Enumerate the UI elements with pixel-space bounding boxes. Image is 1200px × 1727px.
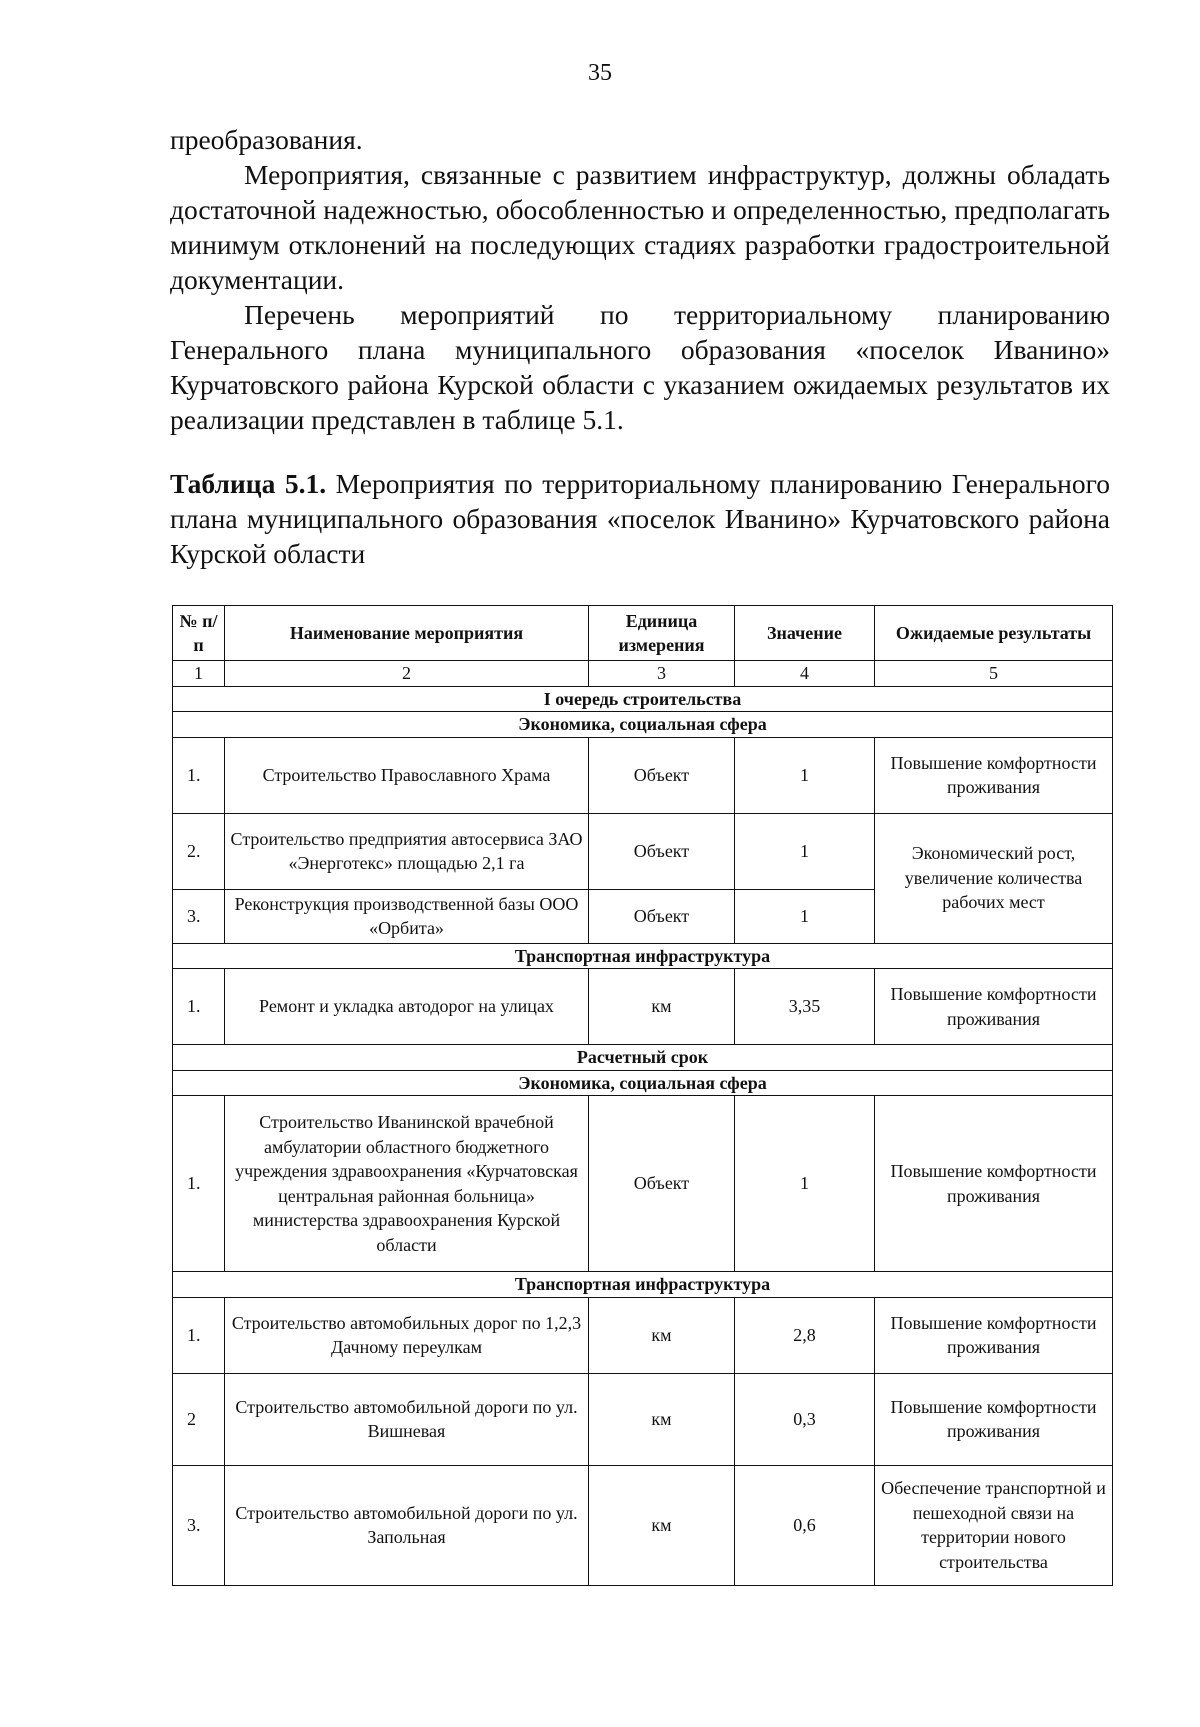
column-numbers-row	[173, 661, 1113, 687]
row-result: Повышение комфортности проживания	[875, 737, 1113, 813]
row-number: 1.	[173, 1297, 225, 1373]
row-number: 2	[173, 1373, 225, 1465]
row-result: Повышение комфортности проживания	[875, 1373, 1113, 1465]
row-value: 1	[735, 889, 875, 943]
column-number: 4	[735, 661, 875, 687]
measures-table	[172, 605, 1113, 1586]
table-row	[173, 1373, 1113, 1465]
row-value: 0,3	[735, 1373, 875, 1465]
table-row	[173, 1465, 1113, 1585]
row-number: 3.	[173, 1465, 225, 1585]
table-row	[173, 1096, 1113, 1272]
row-number: 2.	[173, 813, 225, 889]
table-header-row	[173, 606, 1113, 661]
intro-paragraph-2: Мероприятия, связанные с развитием инфраструктур, должны обладать достаточной надежностью, обособленностью и определенностью, предполагать минимум отклонений на последующих стадиях разработки градостроительной документации.	[170, 159, 1110, 295]
table-row	[173, 813, 1113, 889]
intro-text	[170, 122, 1110, 437]
row-result-shared: Экономический рост, увеличение количества рабочих мест	[875, 813, 1113, 943]
stage-row	[173, 686, 1113, 712]
category-row	[173, 712, 1113, 738]
row-value: 1	[735, 737, 875, 813]
category-row	[173, 1272, 1113, 1298]
stage-title: Расчетный срок	[173, 1045, 1113, 1071]
row-unit: км	[589, 1297, 735, 1373]
row-value: 0,6	[735, 1465, 875, 1585]
row-unit: Объект	[589, 1096, 735, 1272]
table-row	[173, 737, 1113, 813]
intro-paragraph-3: Перечень мероприятий по территориальному планированию Генерального плана муниципального образования «поселок Иванино» Курчатовского района Курской области с указанием ожидаемых результатов их реализации представлен в таблице 5.1.	[170, 299, 1110, 435]
header-number: № п/п	[173, 606, 225, 661]
row-unit: Объект	[589, 889, 735, 943]
header-name: Наименование мероприятия	[225, 606, 589, 661]
row-unit: км	[589, 1373, 735, 1465]
table-caption-text: Мероприятия по территориальному планированию Генерального плана муниципального образования «поселок Иванино» Курчатовского района Курской области	[170, 468, 1110, 569]
category-title: Экономика, социальная сфера	[173, 712, 1113, 738]
category-title: Транспортная инфраструктура	[173, 943, 1113, 969]
row-name: Реконструкция производственной базы ООО «Орбита»	[225, 889, 589, 943]
column-number: 3	[589, 661, 735, 687]
row-name: Строительство автомобильной дороги по ул. Вишневая	[225, 1373, 589, 1465]
column-number: 2	[225, 661, 589, 687]
row-name: Строительство Иванинской врачебной амбулатории областного бюджетного учреждения здравоохранения «Курчатовская центральная районная больница» министерства здравоохранения Курской области	[225, 1096, 589, 1272]
row-number: 1.	[173, 1096, 225, 1272]
row-name: Строительство автомобильной дороги по ул. Запольная	[225, 1465, 589, 1585]
table-row	[173, 969, 1113, 1045]
row-result: Повышение комфортности проживания	[875, 1096, 1113, 1272]
row-name: Строительство предприятия автосервиса ЗАО «Энерготекс» площадью 2,1 га	[225, 813, 589, 889]
row-value: 2,8	[735, 1297, 875, 1373]
column-number: 1	[173, 661, 225, 687]
row-name: Строительство Православного Храма	[225, 737, 589, 813]
row-name: Строительство автомобильных дорог по 1,2,3 Дачному переулкам	[225, 1297, 589, 1373]
row-number: 1.	[173, 969, 225, 1045]
header-unit: Единица измерения	[589, 606, 735, 661]
row-value: 3,35	[735, 969, 875, 1045]
row-unit: Объект	[589, 813, 735, 889]
table-row	[173, 1297, 1113, 1373]
row-result: Обеспечение транспортной и пешеходной связи на территории нового строительства	[875, 1465, 1113, 1585]
row-result: Повышение комфортности проживания	[875, 969, 1113, 1045]
category-title: Транспортная инфраструктура	[173, 1272, 1113, 1298]
row-unit: км	[589, 1465, 735, 1585]
row-number: 1.	[173, 737, 225, 813]
row-value: 1	[735, 1096, 875, 1272]
row-unit: Объект	[589, 737, 735, 813]
row-unit: км	[589, 969, 735, 1045]
stage-title: I очередь строительства	[173, 686, 1113, 712]
category-row	[173, 1070, 1113, 1096]
header-value: Значение	[735, 606, 875, 661]
row-number: 3.	[173, 889, 225, 943]
row-name: Ремонт и укладка автодорог на улицах	[225, 969, 589, 1045]
page-number: 35	[588, 60, 612, 86]
row-value: 1	[735, 813, 875, 889]
header-result: Ожидаемые результаты	[875, 606, 1113, 661]
row-result: Повышение комфортности проживания	[875, 1297, 1113, 1373]
intro-paragraph-1: преобразования.	[170, 124, 363, 155]
column-number: 5	[875, 661, 1113, 687]
stage-row	[173, 1045, 1113, 1071]
category-row	[173, 943, 1113, 969]
table-caption	[170, 466, 1110, 571]
category-title: Экономика, социальная сфера	[173, 1070, 1113, 1096]
table-caption-label: Таблица 5.1.	[170, 468, 327, 499]
